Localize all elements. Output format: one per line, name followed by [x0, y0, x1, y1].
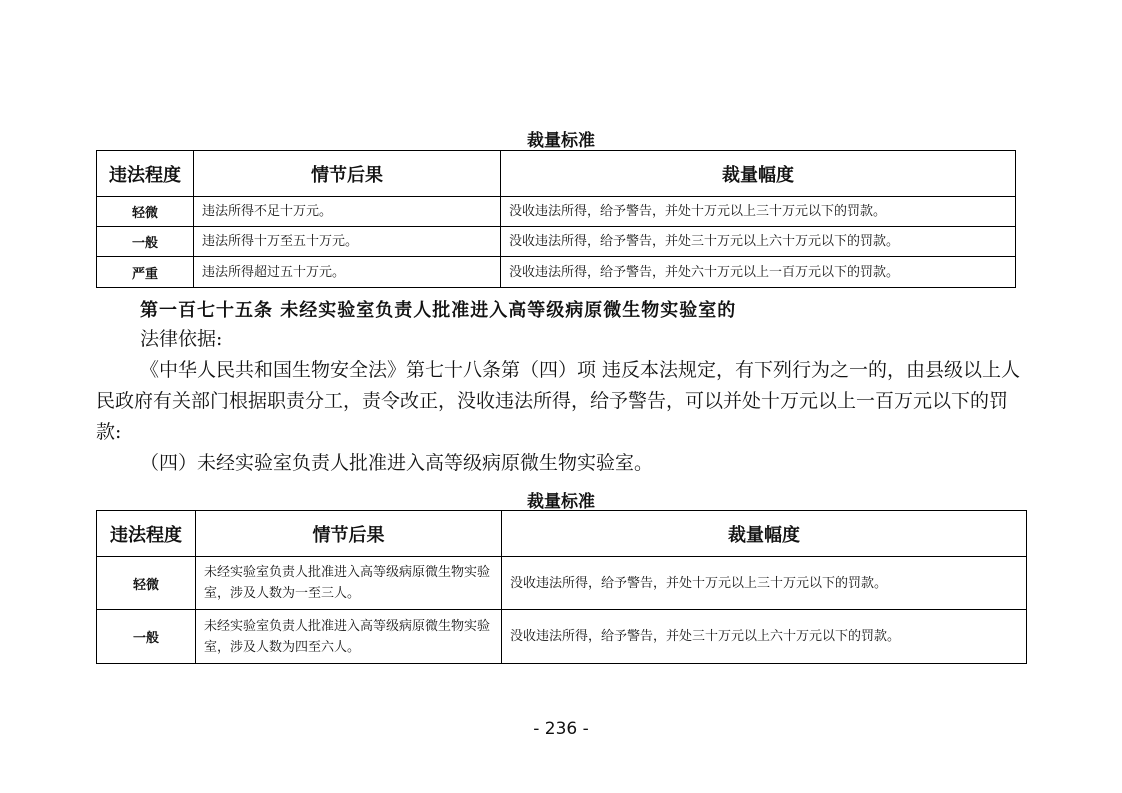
- legal-text: 《中华人民共和国生物安全法》第七十八条第（四）项 违反本法规定，有下列行为之一的，由县级以上人民政府有关部门根据职责分工，责令改正，没收违法所得，给予警告，可以并处十万元以上一百万元以下的罚款:: [96, 359, 1021, 443]
- table-row: [97, 197, 1016, 227]
- legal-item: （四）未经实验室负责人批准进入高等级病原微生物实验室。: [140, 452, 654, 474]
- circumstance-cell: 违法所得十万至五十万元。: [194, 227, 501, 257]
- table2-caption: 裁量标准: [527, 492, 595, 512]
- severity-cell: 轻微: [97, 197, 194, 227]
- header-circumstance: 情节后果: [194, 151, 501, 197]
- table-row: [97, 257, 1016, 288]
- discretion-table-2: [96, 510, 1027, 664]
- circumstance-cell: 违法所得超过五十万元。: [194, 257, 501, 288]
- circumstance-cell: 未经实验室负责人批准进入高等级病原微生物实验室，涉及人数为一至三人。: [196, 557, 502, 610]
- header-circumstance: 情节后果: [196, 511, 502, 557]
- page-number: - 236 -: [533, 719, 589, 739]
- circumstance-cell: 违法所得不足十万元。: [194, 197, 501, 227]
- table-header-row: [97, 151, 1016, 197]
- penalty-cell: 没收违法所得，给予警告，并处十万元以上三十万元以下的罚款。: [501, 197, 1016, 227]
- table-row: [97, 227, 1016, 257]
- penalty-cell: 没收违法所得，给予警告，并处六十万元以上一百万元以下的罚款。: [501, 257, 1016, 288]
- table-row: [97, 610, 1027, 664]
- penalty-cell: 没收违法所得，给予警告，并处三十万元以上六十万元以下的罚款。: [502, 610, 1027, 664]
- severity-cell: 一般: [97, 610, 196, 664]
- table1-caption: 裁量标准: [527, 131, 595, 151]
- severity-cell: 轻微: [97, 557, 196, 610]
- table-row: [97, 557, 1027, 610]
- severity-cell: 一般: [97, 227, 194, 257]
- header-severity: 违法程度: [97, 511, 196, 557]
- circumstance-cell: 未经实验室负责人批准进入高等级病原微生物实验室，涉及人数为四至六人。: [196, 610, 502, 664]
- severity-cell: 严重: [97, 257, 194, 288]
- discretion-table-1: [96, 150, 1016, 288]
- penalty-cell: 没收违法所得，给予警告，并处十万元以上三十万元以下的罚款。: [502, 557, 1027, 610]
- table-header-row: [97, 511, 1027, 557]
- article-heading: 第一百七十五条 未经实验室负责人批准进入高等级病原微生物实验室的: [140, 300, 737, 321]
- header-severity: 违法程度: [97, 151, 194, 197]
- legal-basis-label: 法律依据:: [140, 328, 223, 350]
- header-penalty-range: 裁量幅度: [501, 151, 1016, 197]
- penalty-cell: 没收违法所得，给予警告，并处三十万元以上六十万元以下的罚款。: [501, 227, 1016, 257]
- header-penalty-range: 裁量幅度: [502, 511, 1027, 557]
- article-body: [96, 324, 1026, 479]
